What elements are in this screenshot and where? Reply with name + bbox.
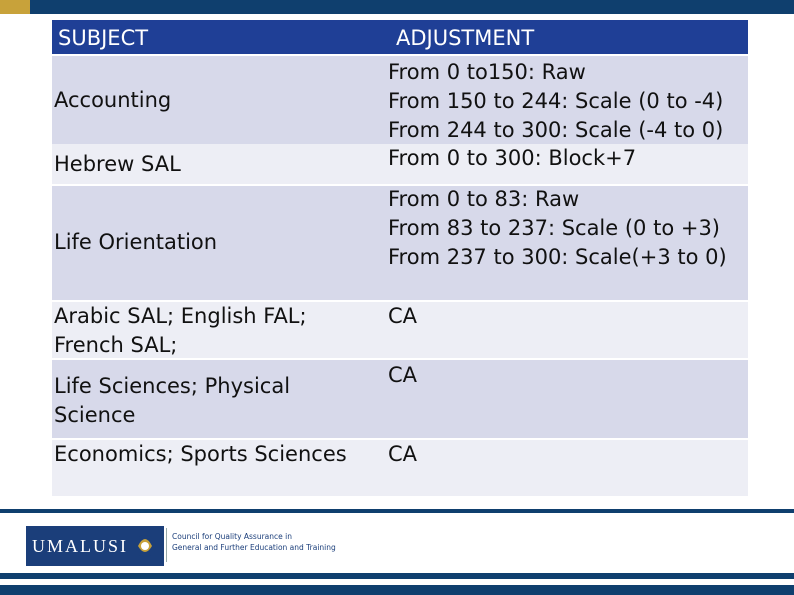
subject-line: Life Sciences; Physical [54,374,291,398]
tagline-line: General and Further Education and Training [172,543,336,552]
footer-rule [0,509,794,513]
table-row [52,302,748,358]
adjustment-ca: CA [388,363,418,387]
table-row [52,186,748,300]
subject-cell [52,360,386,438]
subject-cell [52,186,386,300]
footer-bar-bottom [0,585,794,595]
table-header-row [52,20,748,54]
table-row [52,440,748,496]
table-row [52,360,748,438]
header-adjustment: ADJUSTMENT [396,26,535,50]
subject-cell [52,302,386,358]
logo-text: UMALUSI [32,536,129,556]
adjustment-ca: CA [388,304,418,328]
subject-cell [52,144,386,184]
footer-tagline [172,531,336,553]
footer-separator [166,528,167,562]
subject-economics: Economics; Sports Sciences [54,442,347,466]
top-banner [0,0,794,14]
subject-line: Arabic SAL; English FAL; [54,304,307,328]
adjustment-cell [386,185,748,299]
footer-bar [0,573,794,579]
subject-life-orientation: Life Orientation [54,230,218,254]
subject-line: Science [54,403,136,427]
adjustment-line: From 0 to 300: Block+7 [388,146,637,170]
umalusi-emblem-icon [132,524,158,568]
subject-hebrew: Hebrew SAL [54,152,181,176]
adjustment-line: From 150 to 244: Scale (0 to -4) [388,89,724,113]
adjustment-cell [386,144,748,184]
adjustment-line: From 244 to 300: Scale (-4 to 0) [388,118,724,142]
tagline-line: Council for Quality Assurance in [172,532,292,541]
subject-line: French SAL; [54,333,178,357]
adjustment-line: From 0 to 83: Raw [388,187,580,211]
adjustment-line: From 0 to150: Raw [388,60,586,84]
subject-accounting: Accounting [54,88,172,112]
header-subject: SUBJECT [58,26,149,50]
adjustment-cell [386,440,748,496]
top-banner-accent [0,0,30,14]
adjustment-line: From 237 to 300: Scale(+3 to 0) [388,245,727,269]
adjustment-ca: CA [388,442,418,466]
adjustment-line: From 83 to 237: Scale (0 to +3) [388,216,721,240]
adjustment-cell [386,360,748,438]
adjustment-cell [386,302,748,358]
table-row [52,144,748,184]
subject-cell [52,440,392,496]
